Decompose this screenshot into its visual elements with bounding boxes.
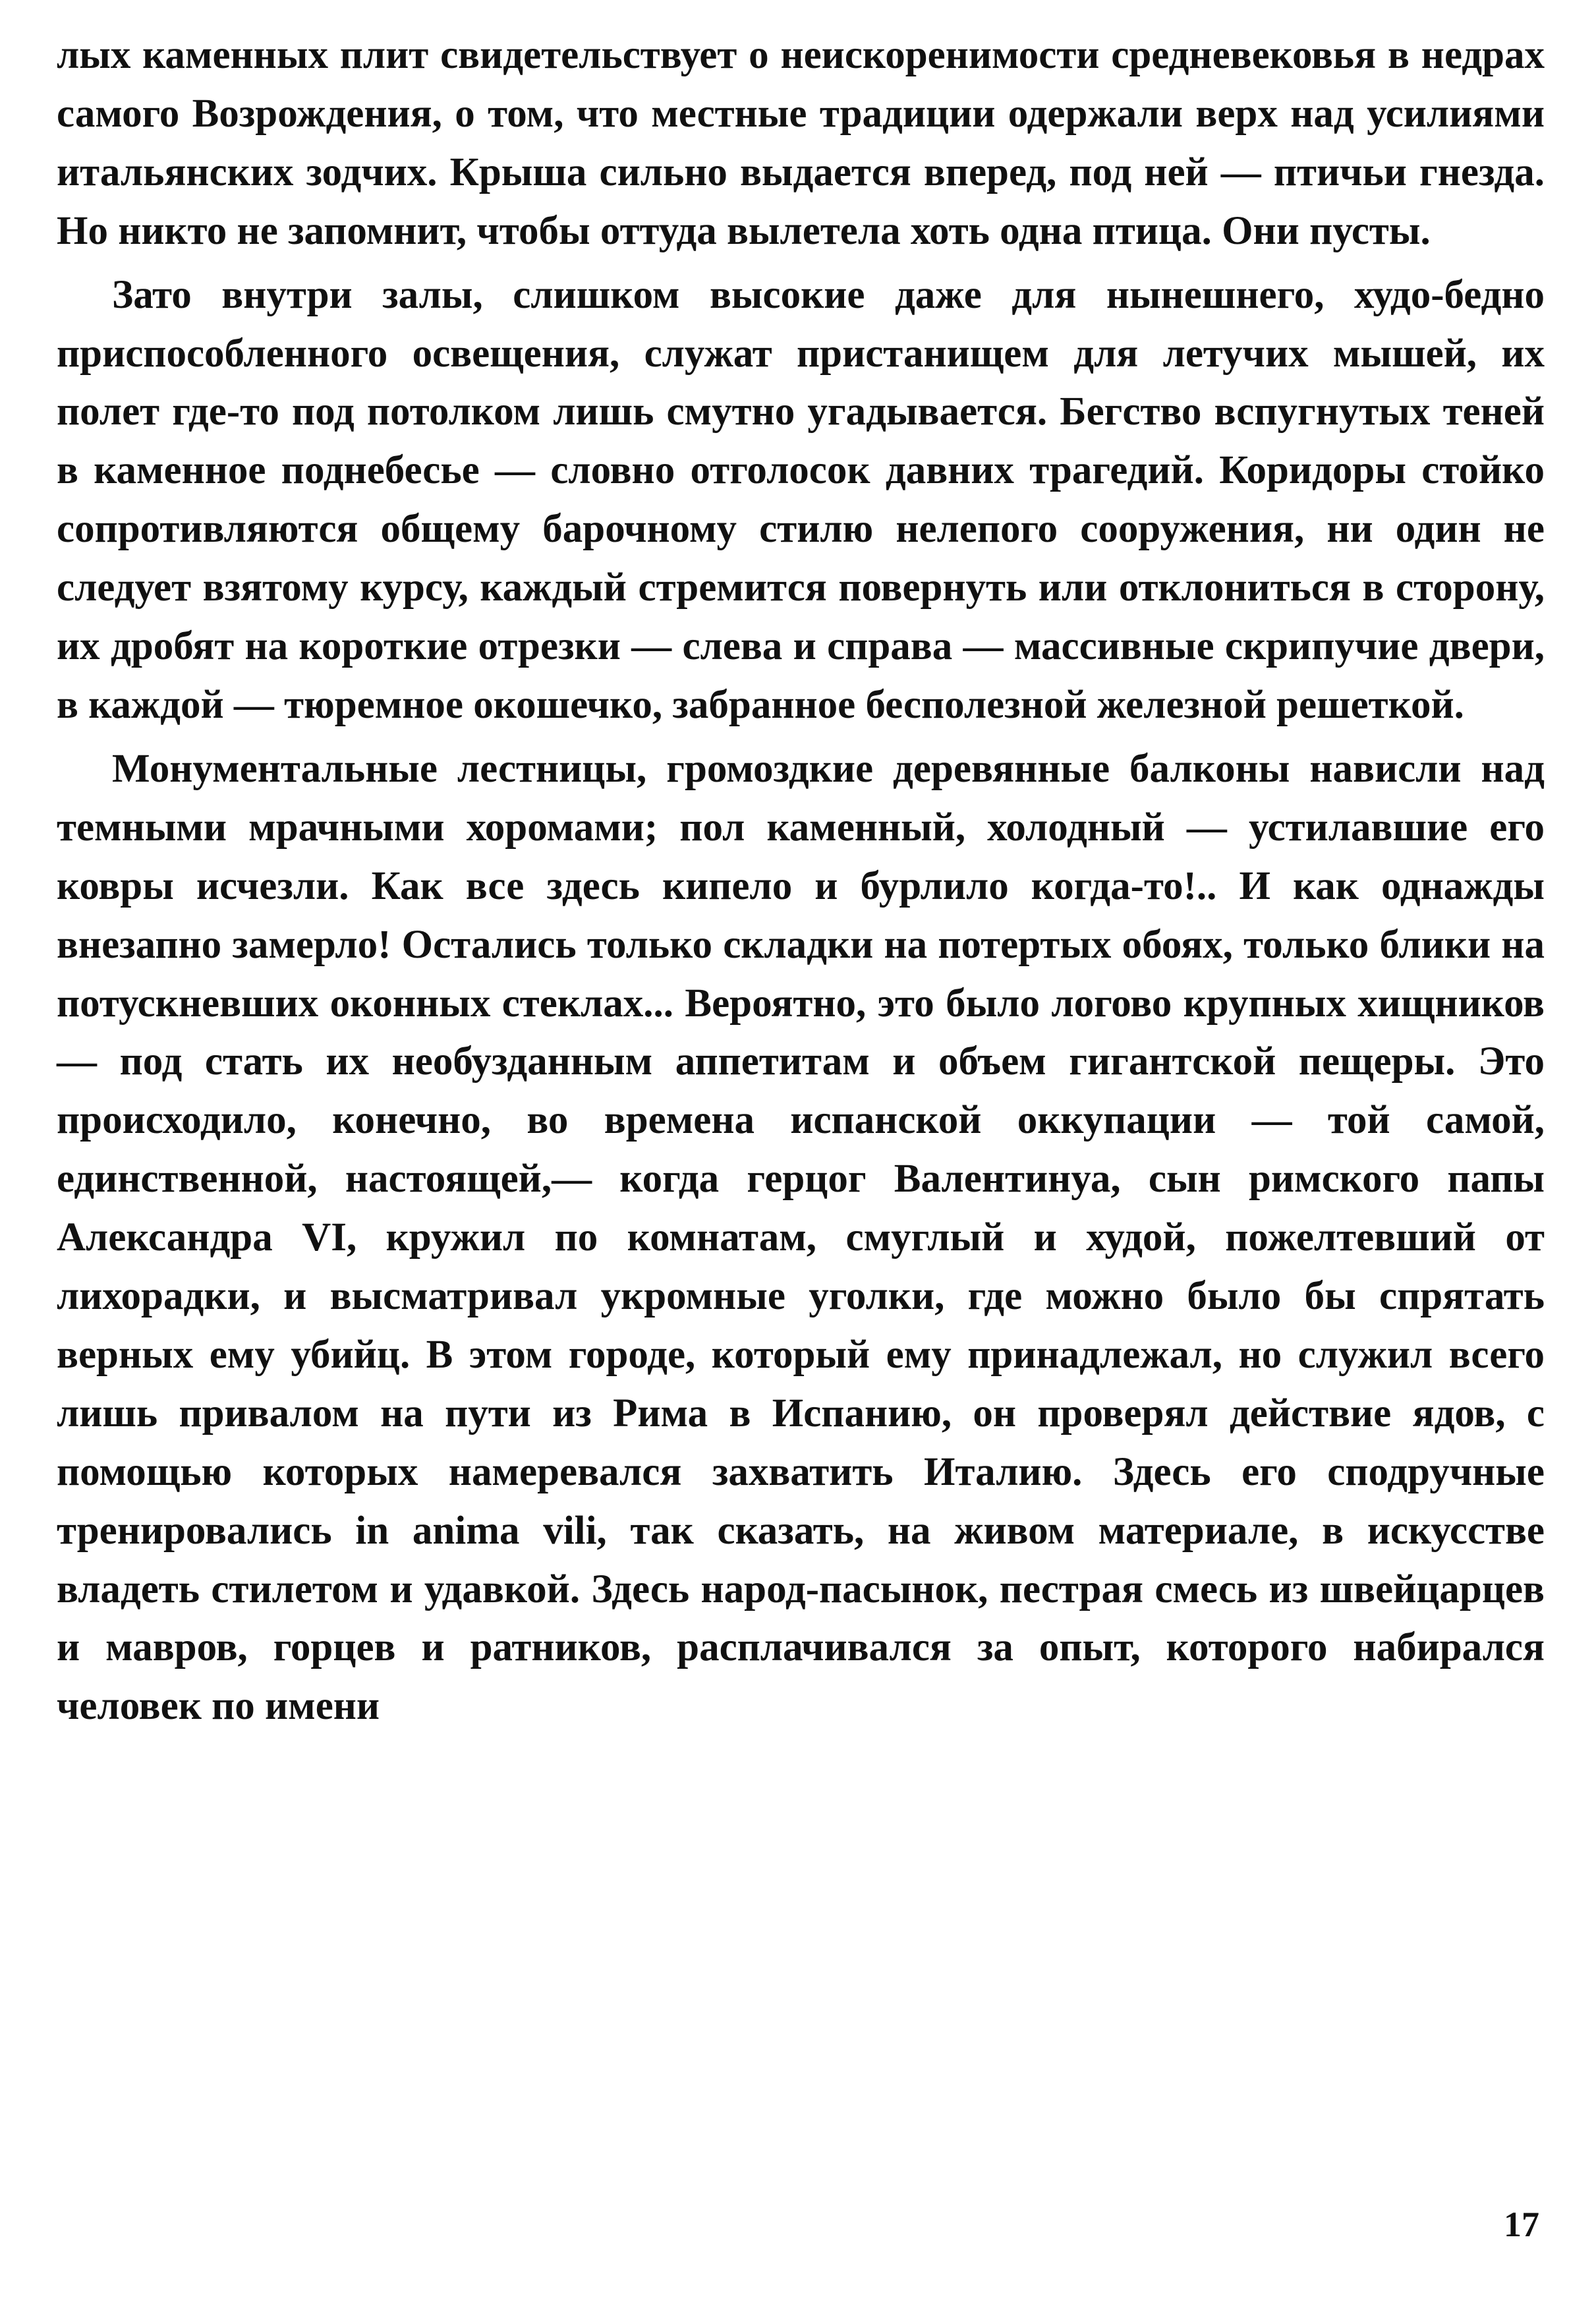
body-text <box>57 26 1545 1736</box>
paragraph-3: Монументальные лестницы, громоздкие деревянные балконы нависли над темными мрачными хоромами; пол каменный, холодный — устилавшие его ковры исчезли. Как все здесь кипело и бурлило когда-то!.. И как однажды внезапно замерло! Остались только складки на потертых обоях, только блики на потускневших оконных стеклах... Вероятно, это было логово крупных хищников — под стать их необузданным аппетитам и объем гигантской пещеры. Это происходило, конечно, во времена испанской оккупации — той самой, единственной, настоящей,— когда герцог Валентинуа, сын римского папы Александра VI, кружил по комнатам, смуглый и худой, пожелтевший от лихорадки, и высматривал укромные уголки, где можно было бы спрятать верных ему убийц. В этом городе, который ему принадлежал, но служил всего лишь привалом на пути из Рима в Испанию, он проверял действие ядов, с помощью которых намеревался захватить Италию. Здесь его сподручные тренировались in anima vili, так сказать, на живом материале, в искусстве владеть стилетом и удавкой. Здесь народ-пасынок, пестрая смесь из швейцарцев и мавров, горцев и ратников, расплачивался за опыт, которого набирался человек по имени <box>57 746 1545 1729</box>
paragraph-1: лых каменных плит свидетельствует о неискоренимости средневековья в недрах самого Возрождения, о том, что местные традиции одержали верх над усилиями итальянских зодчих. Крыша сильно выдается вперед, под ней — птичьи гнезда. Но никто не запомнит, чтобы оттуда вылетела хоть одна птица. Они пусты. <box>57 33 1545 253</box>
paragraph-2: Зато внутри залы, слишком высокие даже для нынешнего, худо-бедно приспособленного освещения, служат пристанищем для летучих мышей, их полет где-то под потолком лишь смутно угадывается. Бегство вспугнутых теней в каменное поднебесье — словно отголосок давних трагедий. Коридоры стойко сопротивляются общему барочному стилю нелепого сооружения, ни один не следует взятому курсу, каждый стремится повернуть или отклониться в сторону, их дробят на короткие отрезки — слева и справа — массивные скрипучие двери, в каждой — тюремное окошечко, забранное бесполезной железной решеткой. <box>57 272 1545 727</box>
page-number: 17 <box>1504 2205 1539 2244</box>
